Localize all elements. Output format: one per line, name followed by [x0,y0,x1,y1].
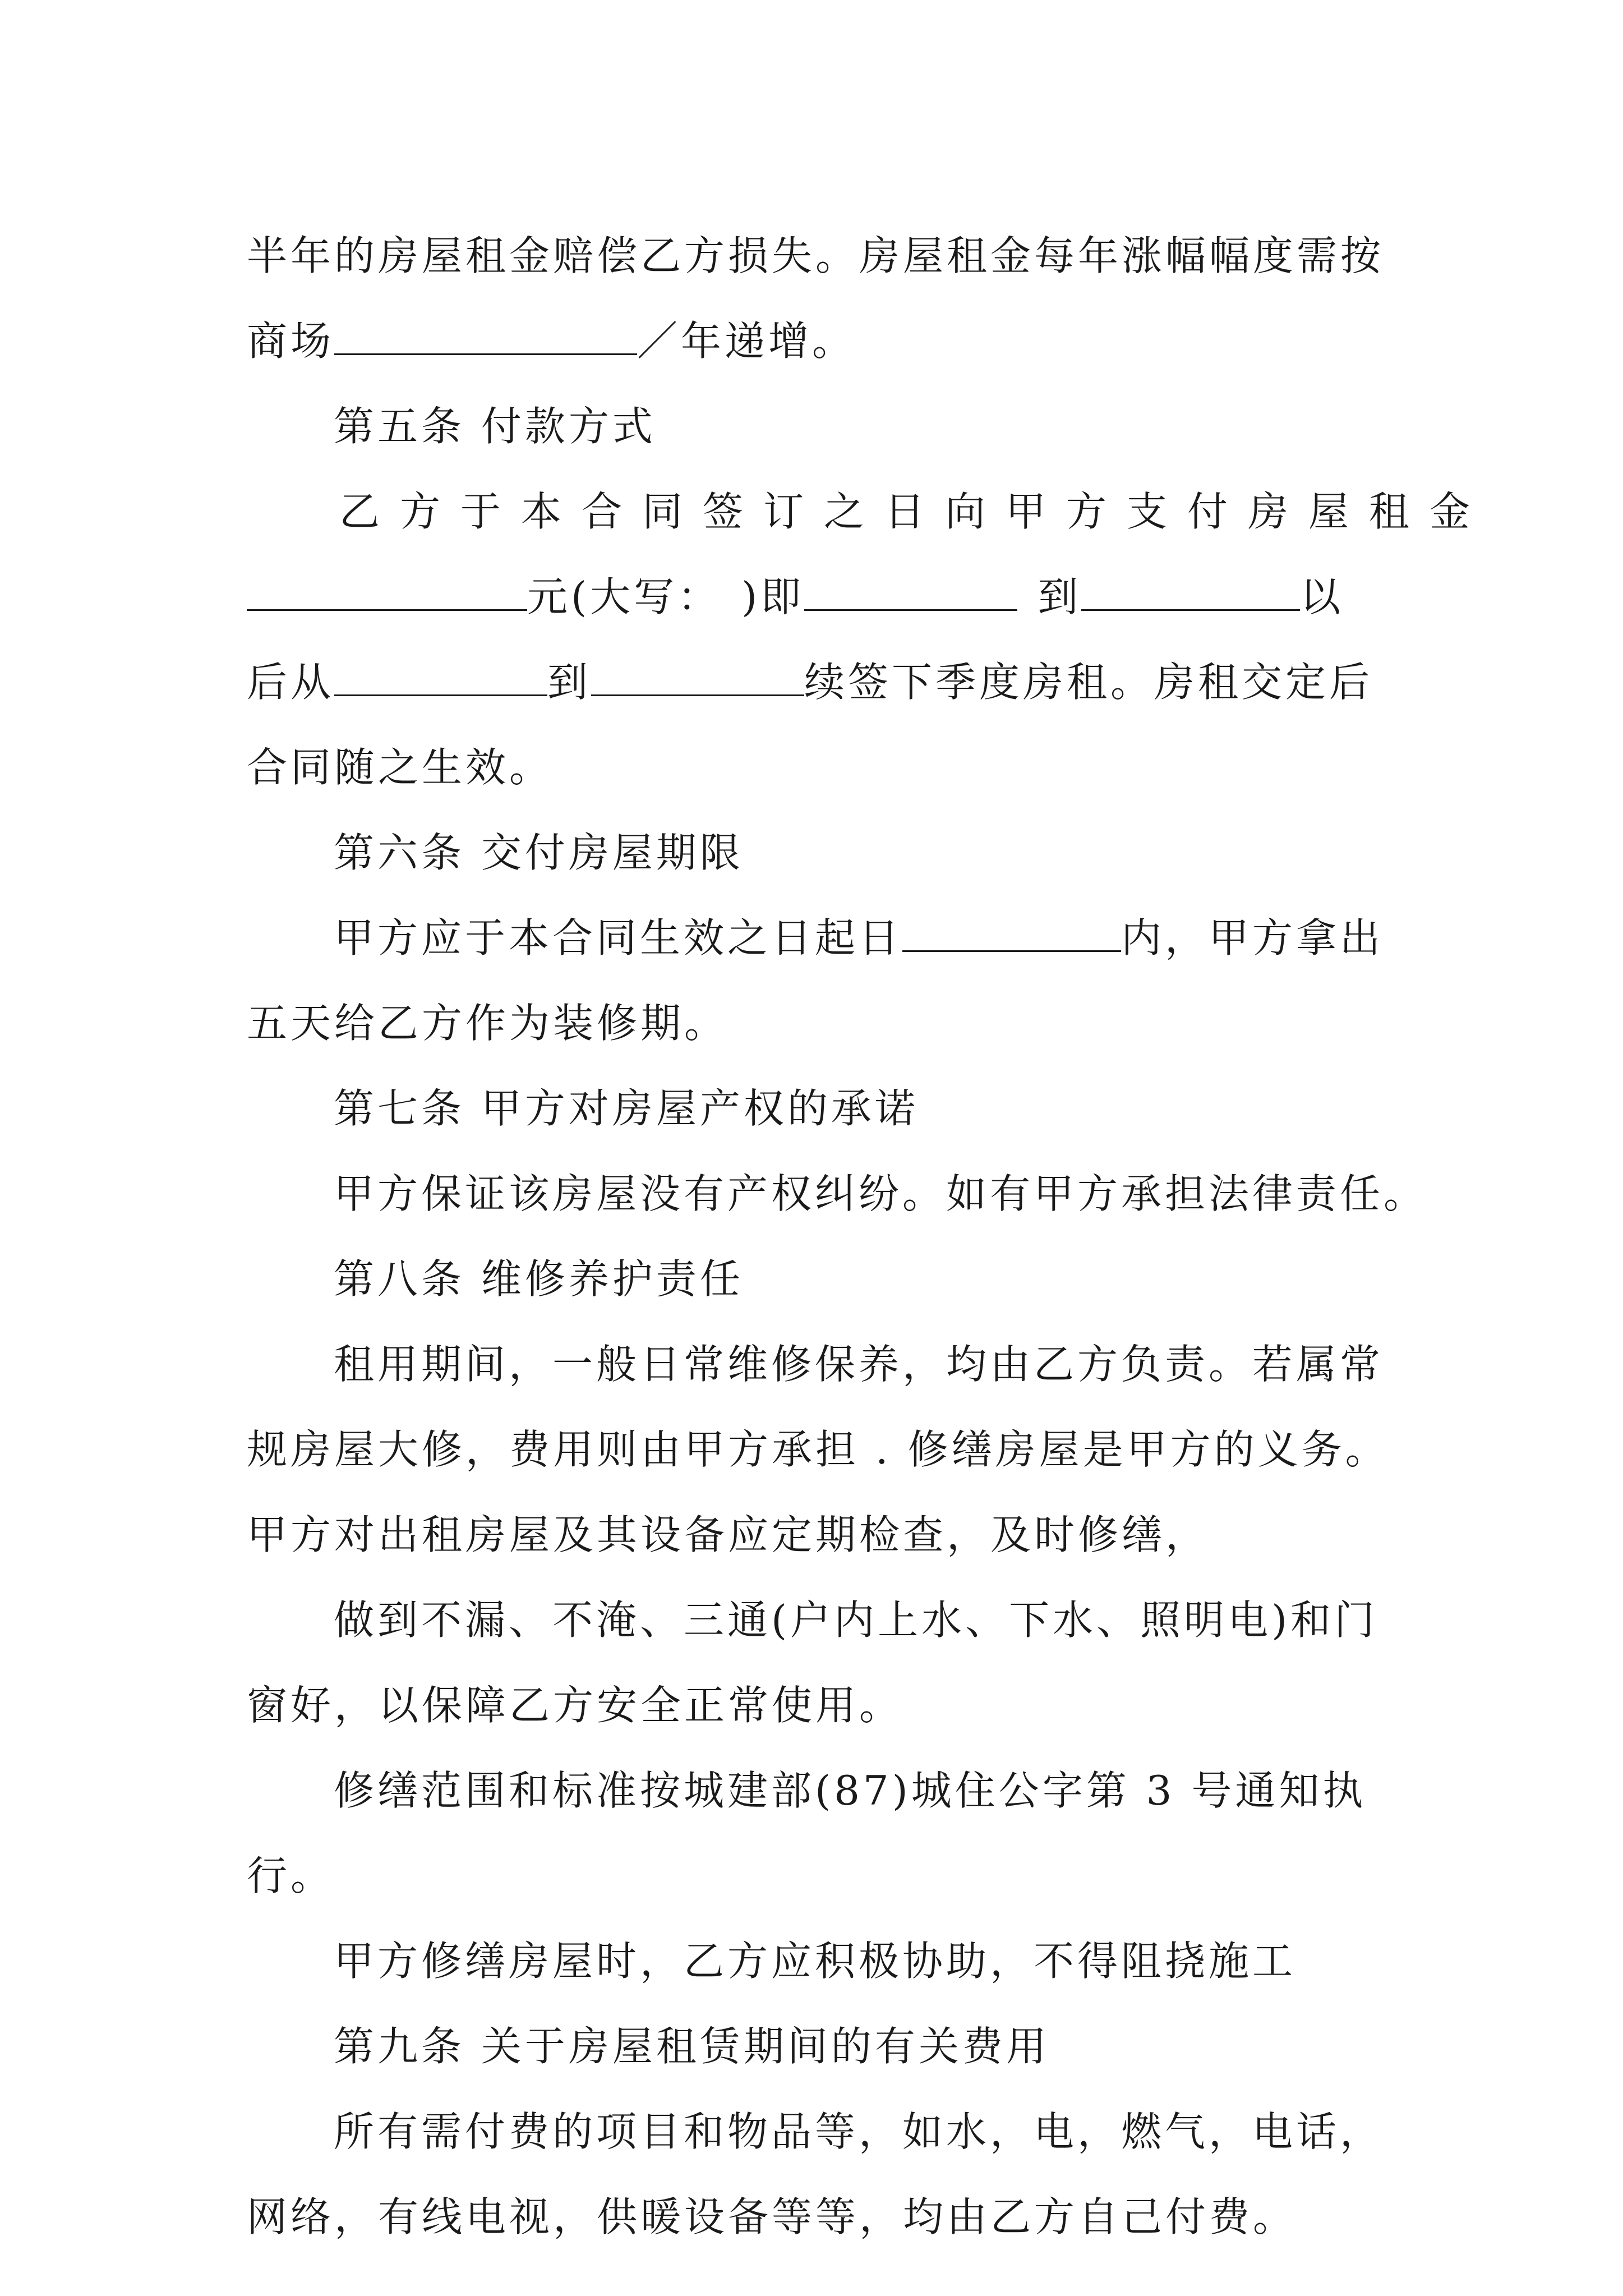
article-heading: 第九条 关于房屋租赁期间的有关费用 [334,2023,1050,2070]
article-heading: 第八条 维修养护责任 [334,1255,744,1303]
text-run: 到 [1038,573,1082,620]
text-run: ／年递增。 [637,318,856,365]
paragraph-line: 所有需付费的项目和物品等，如水，电，燃气，电话， [334,2108,1384,2155]
fill-in-blank [247,576,527,611]
text-run: 商场 [247,318,335,365]
paragraph-line: 半年的房屋租金赔偿乙方损失。房屋租金每年涨幅幅度需按 [247,232,1385,279]
fill-in-blank [334,661,547,696]
text-run: )即 [741,573,805,620]
paragraph-line [247,639,1391,725]
paragraph-line: 五天给乙方作为装修期。 [247,1000,728,1047]
paragraph-line [247,895,1391,981]
text-run: 内，甲方拿出 [1121,914,1384,961]
fill-in-blank [591,661,804,696]
paragraph-line: 网络，有线电视，供暖设备等等，均由乙方自己付费。 [247,2193,1297,2240]
text-run: 元(大写： [527,573,722,620]
paragraph-line: 合同随之生效。 [247,744,554,791]
paragraph-line: 规房屋大修，费用则由甲方承担 . 修缮房屋是甲方的义务。 [247,1426,1389,1473]
fill-in-blank [902,917,1121,952]
text-run: 甲方应于本合同生效之日起日 [334,914,903,961]
article-heading: 第七条 甲方对房屋产权的承诺 [334,1085,919,1132]
text-run: 后从 [247,659,335,706]
paragraph-line: 甲方修缮房屋时，乙方应积极协助，不得阻挠施工 [334,1938,1297,1985]
fill-in-blank [334,320,637,355]
document-page [247,213,1491,2260]
paragraph-line: 做到不漏、不淹、三通(户内上水、下水、照明电)和门 [334,1596,1378,1644]
fill-in-blank [1081,576,1300,611]
fill-in-blank [804,576,1017,611]
paragraph-line [247,298,1391,384]
paragraph-line: 甲方保证该房屋没有产权纠纷。如有甲方承担法律责任。 [334,1170,1428,1217]
text-run: 以 [1300,573,1344,620]
paragraph-line: 修缮范围和标准按城建部(87)城住公字第 3 号通知执 [334,1767,1367,1814]
paragraph-line: 甲方对出租房屋及其设备应定期检查，及时修缮， [247,1511,1210,1558]
text-run: 续签下季度房租。房租交定后 [804,659,1373,706]
paragraph-line: 行。 [247,1852,335,1899]
paragraph-line: 租用期间，一般日常维修保养，均由乙方负责。若属常 [334,1341,1384,1388]
paragraph-line: 乙方于本合同签订之日向甲方支付房屋租金 [339,488,1491,535]
text-run: 到 [547,659,592,706]
article-heading: 第五条 付款方式 [334,403,656,450]
article-heading: 第六条 交付房屋期限 [334,829,744,876]
paragraph-line [247,554,1391,639]
paragraph-line: 窗好，以保障乙方安全正常使用。 [247,1682,903,1729]
